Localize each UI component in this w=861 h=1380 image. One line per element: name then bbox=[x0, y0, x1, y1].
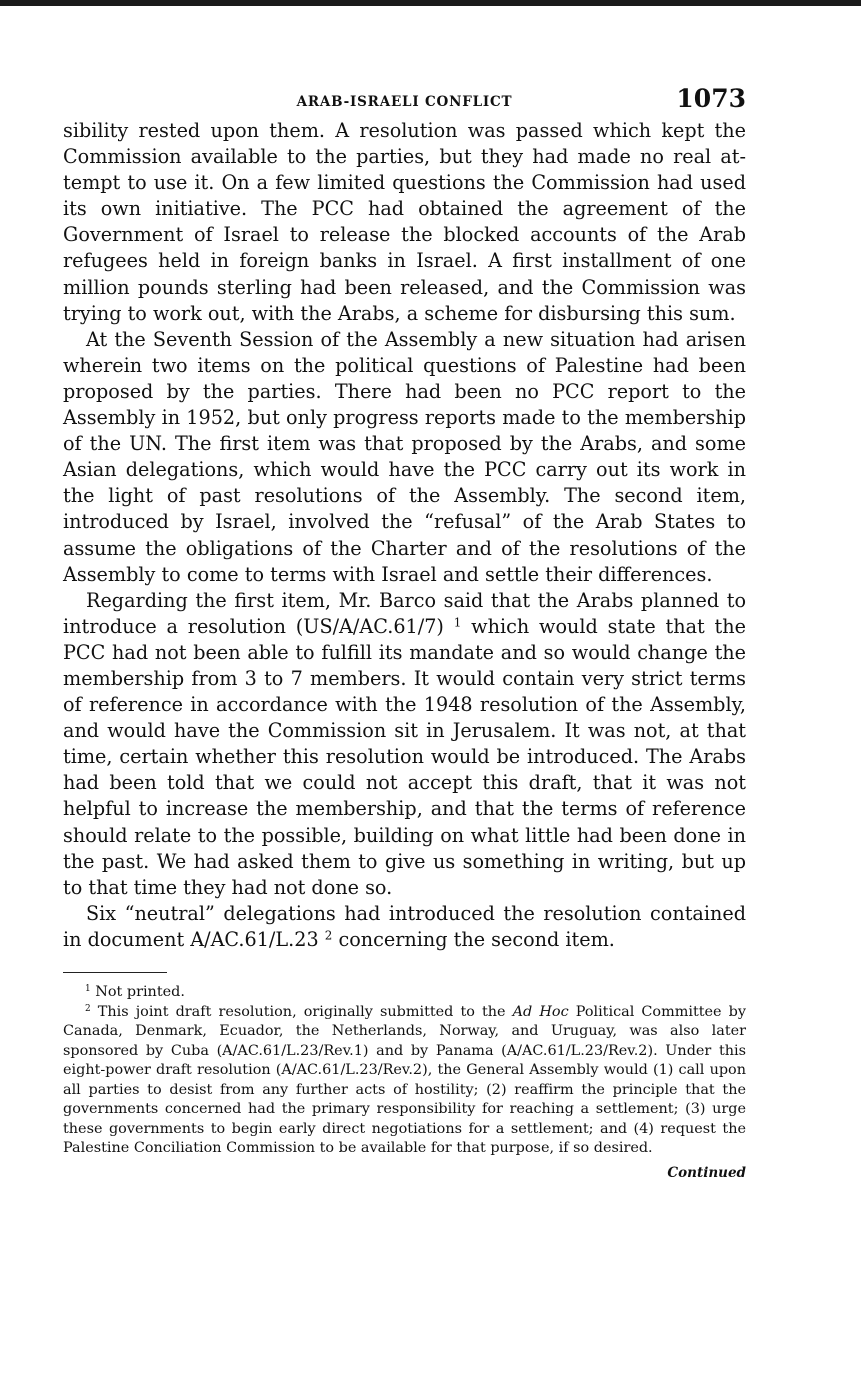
document-page bbox=[63, 84, 746, 1181]
paragraph-3-text-before: Regarding the first item, Mr. Barco said that the Arabs planned to introduce a resolution (US/A/AC.61/7) bbox=[63, 588, 746, 638]
footnote-divider bbox=[63, 972, 167, 973]
paragraph-3-text-after: which would state that the PCC had not been able to fulfill its mandate and so would change the membership from 3 to 7 members. It would contain very strict terms of reference in accordance with the 1948 resolution of the Assembly, and would have the Commission sit in Jerusalem. It was not, at that time, certain whether this resolution would be introduced. The Arabs had been told that we could not accept this draft, that it was not helpful to increase the membership, and that the terms of reference should relate to the possible, building on what little had been done in the past. We had asked them to give us something in writing, but up to that time they had not done so. bbox=[63, 614, 746, 899]
paragraph-4-text-after: concerning the second item. bbox=[332, 927, 615, 951]
paragraph-2 bbox=[63, 327, 746, 588]
top-border-rule bbox=[0, 0, 861, 6]
footnote-1-text: Not printed. bbox=[90, 984, 185, 1000]
page-number: 1073 bbox=[676, 84, 746, 113]
footnote-ref-1: 1 bbox=[453, 615, 462, 630]
footnote-ref-2: 2 bbox=[324, 928, 333, 943]
footnote-2-text-before: This joint draft resolution, originally submitted to the bbox=[90, 1003, 513, 1020]
running-header bbox=[63, 84, 746, 118]
continued-label: Continued bbox=[667, 1164, 746, 1181]
paragraph-1 bbox=[63, 118, 746, 327]
paragraph-4-text-before: Six “neutral” delegations had introduced the resolution contained in document A/AC.61/L.23 bbox=[63, 901, 746, 951]
footnote-2-marker: 2 bbox=[85, 1003, 91, 1014]
footnote-1 bbox=[63, 983, 746, 1003]
paragraph-1-text: sibility rested upon them. A resolution was passed which kept the Commission available to the parties, but they had made no real attempt to use it. On a few limited questions the Commission had used its own initiative. The PCC had obtained the agreement of the Government of Israel to release the blocked accounts of the Arab refugees held in foreign banks in Israel. A first installment of one million pounds sterling had been released, and the Commission was trying to work out, with the Arabs, a scheme for disbursing this sum. bbox=[63, 119, 746, 325]
footnote-2-italic-term: Ad Hoc bbox=[512, 1003, 569, 1020]
footnote-1-marker: 1 bbox=[85, 984, 91, 995]
footnote-2-text-after: Political Committee by Canada, Denmark, Ecuador, the Netherlands, Norway, and Uruguay, was also later sponsored by Cuba (A/AC.61/L.23/Rev.1) and by Panama (A/AC.61/L.23/​Rev.2). Under this eight-power draft resolution (A/AC.61/L.23/Rev.2), the General Assembly would (1) call upon all parties to desist from any further acts of hostility; (2) reaffirm the principle that the governments concerned had the primary responsibility for reaching a settlement; (3) urge these governments to begin early direct negotiations for a settlement; and (4) request the Palestine Conciliation Commission to be available for that purpose, if so desired. bbox=[63, 1003, 746, 1156]
paragraph-4 bbox=[63, 901, 746, 953]
footnote-2 bbox=[63, 1003, 746, 1159]
paragraph-2-text: At the Seventh Session of the Assembly a new situation had arisen wherein two items on the political questions of Palestine had been proposed by the parties. There had been no PCC report to the Assembly in 1952, but only progress reports made to the membership of the UN. The first item was that proposed by the Arabs, and some Asian delegations, which would have the PCC carry out its work in the light of past resolutions of the Assembly. The second item, introduced by Israel, involved the “refusal” of the Arab States to assume the obligations of the Charter and of the resolutions of the Assembly to come to terms with Israel and settle their differences. bbox=[63, 327, 746, 586]
body-text bbox=[63, 118, 746, 953]
paragraph-3 bbox=[63, 588, 746, 901]
running-title: ARAB-ISRAELI CONFLICT bbox=[296, 94, 513, 110]
footnotes bbox=[63, 983, 746, 1159]
